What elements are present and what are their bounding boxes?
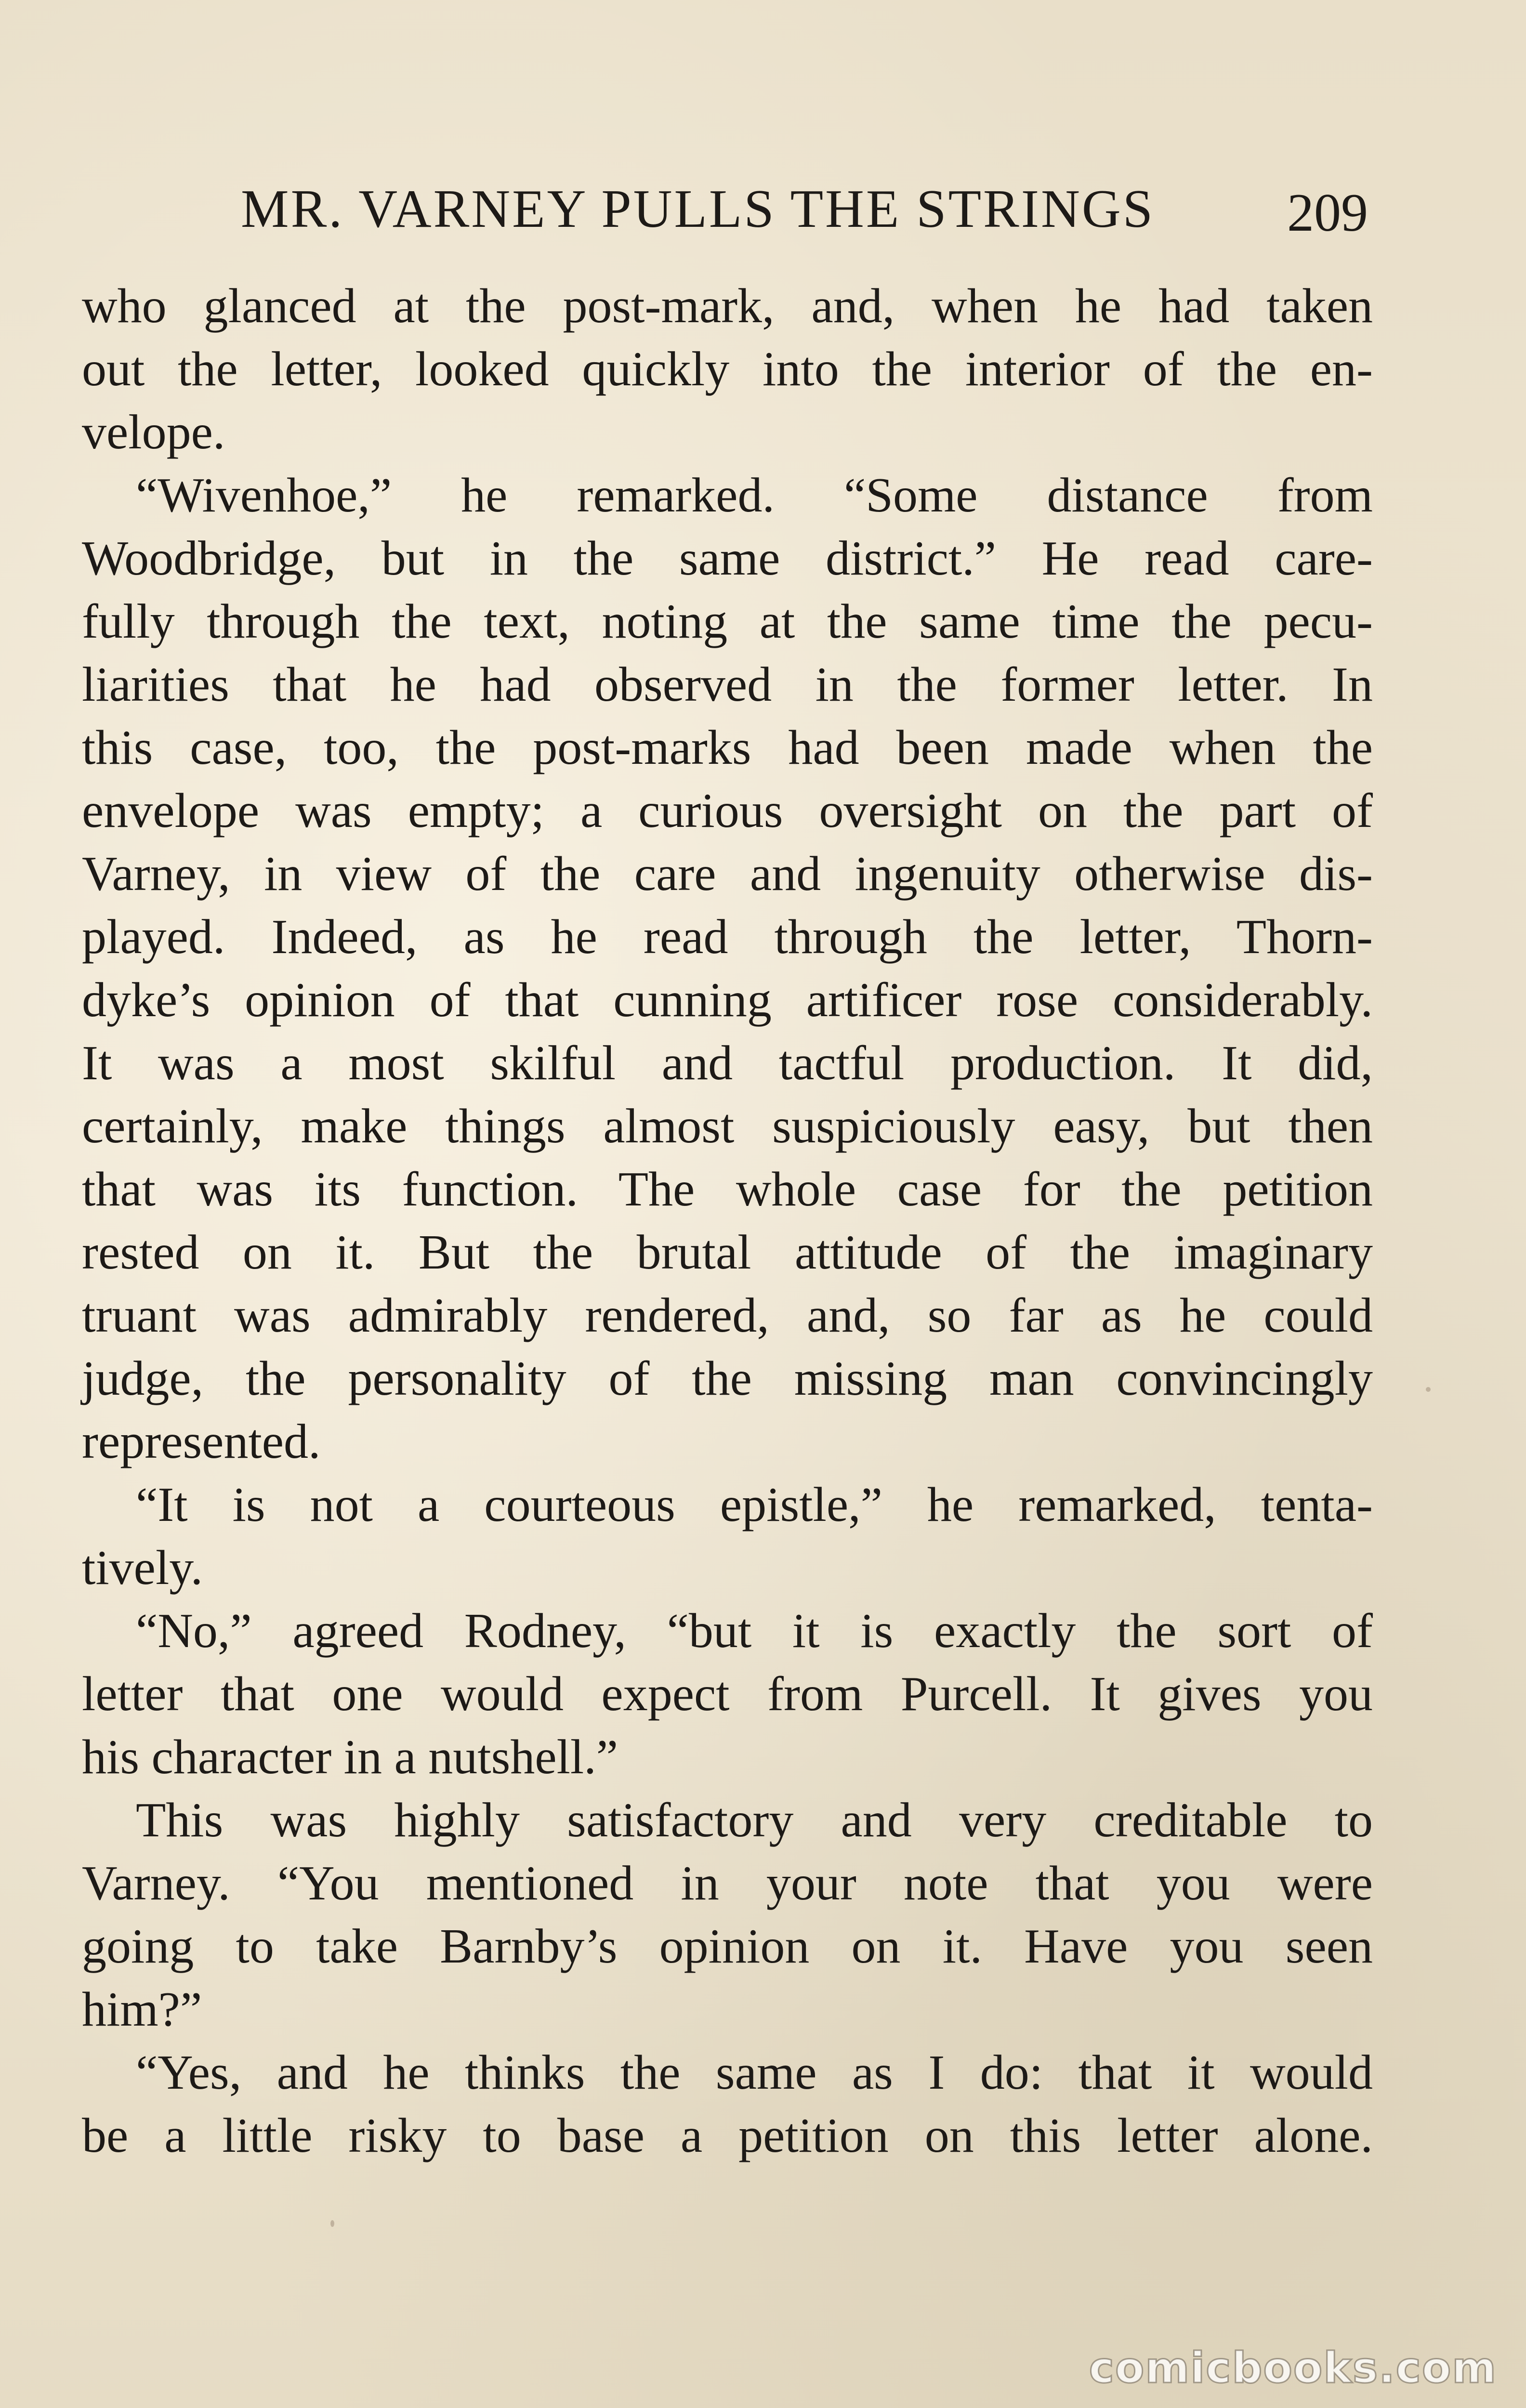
text-line: fully through the text, noting at the same time the pecu- bbox=[82, 594, 1373, 649]
text-line: It was a most skilful and tactful production. It did, bbox=[82, 1036, 1373, 1090]
text-line: going to take Barnby’s opinion on it. Have you seen bbox=[82, 1919, 1373, 1974]
text-line: dyke’s opinion of that cunning artificer rose considerably. bbox=[82, 973, 1373, 1027]
text-line: Varney. “You mentioned in your note that you were bbox=[82, 1856, 1373, 1911]
paper-speck bbox=[330, 2220, 334, 2227]
page-header bbox=[241, 178, 1368, 250]
text-line: represented. bbox=[82, 1414, 321, 1469]
text-line: judge, the personality of the missing man convincingly bbox=[82, 1351, 1373, 1406]
text-line: Woodbridge, but in the same district.” He read care- bbox=[82, 531, 1373, 586]
text-line: truant was admirably rendered, and, so far as he could bbox=[82, 1288, 1373, 1343]
page-number: 209 bbox=[1287, 183, 1368, 243]
text-line: “Wivenhoe,” he remarked. “Some distance from bbox=[136, 468, 1373, 523]
text-line: that was its function. The whole case for the petition bbox=[82, 1162, 1373, 1217]
watermark: comicbooks.com bbox=[1089, 2343, 1497, 2393]
text-line: tively. bbox=[82, 1541, 203, 1595]
text-line: envelope was empty; a curious oversight on the part of bbox=[82, 784, 1373, 838]
text-line: who glanced at the post-mark, and, when he had taken bbox=[82, 279, 1373, 333]
text-line: Varney, in view of the care and ingenuity otherwise dis- bbox=[82, 847, 1373, 901]
text-line: out the letter, looked quickly into the interior of the en- bbox=[82, 342, 1373, 396]
text-line: this case, too, the post-marks had been made when the bbox=[82, 720, 1373, 775]
paper-speck bbox=[1426, 1387, 1431, 1392]
text-line: “It is not a courteous epistle,” he remarked, tenta- bbox=[136, 1478, 1373, 1532]
text-line: be a little risky to base a petition on this letter alone. bbox=[82, 2108, 1373, 2163]
text-line: his character in a nutshell.” bbox=[82, 1730, 618, 1784]
text-line: This was highly satisfactory and very creditable to bbox=[136, 1793, 1373, 1847]
text-line: “Yes, and he thinks the same as I do: that it would bbox=[136, 2045, 1373, 2100]
text-line: letter that one would expect from Purcell. It gives you bbox=[82, 1667, 1373, 1721]
running-head: MR. VARNEY PULLS THE STRINGS bbox=[241, 179, 1155, 239]
text-line: played. Indeed, as he read through the letter, Thorn- bbox=[82, 910, 1373, 964]
text-line: “No,” agreed Rodney, “but it is exactly the sort of bbox=[136, 1604, 1373, 1658]
text-line: certainly, make things almost suspiciously easy, but then bbox=[82, 1099, 1373, 1153]
body-text bbox=[82, 275, 1373, 2167]
text-line: rested on it. But the brutal attitude of the imaginary bbox=[82, 1225, 1373, 1280]
text-line: liarities that he had observed in the former letter. In bbox=[82, 657, 1373, 712]
text-line: him?” bbox=[82, 1982, 202, 2037]
text-line: velope. bbox=[82, 405, 225, 459]
